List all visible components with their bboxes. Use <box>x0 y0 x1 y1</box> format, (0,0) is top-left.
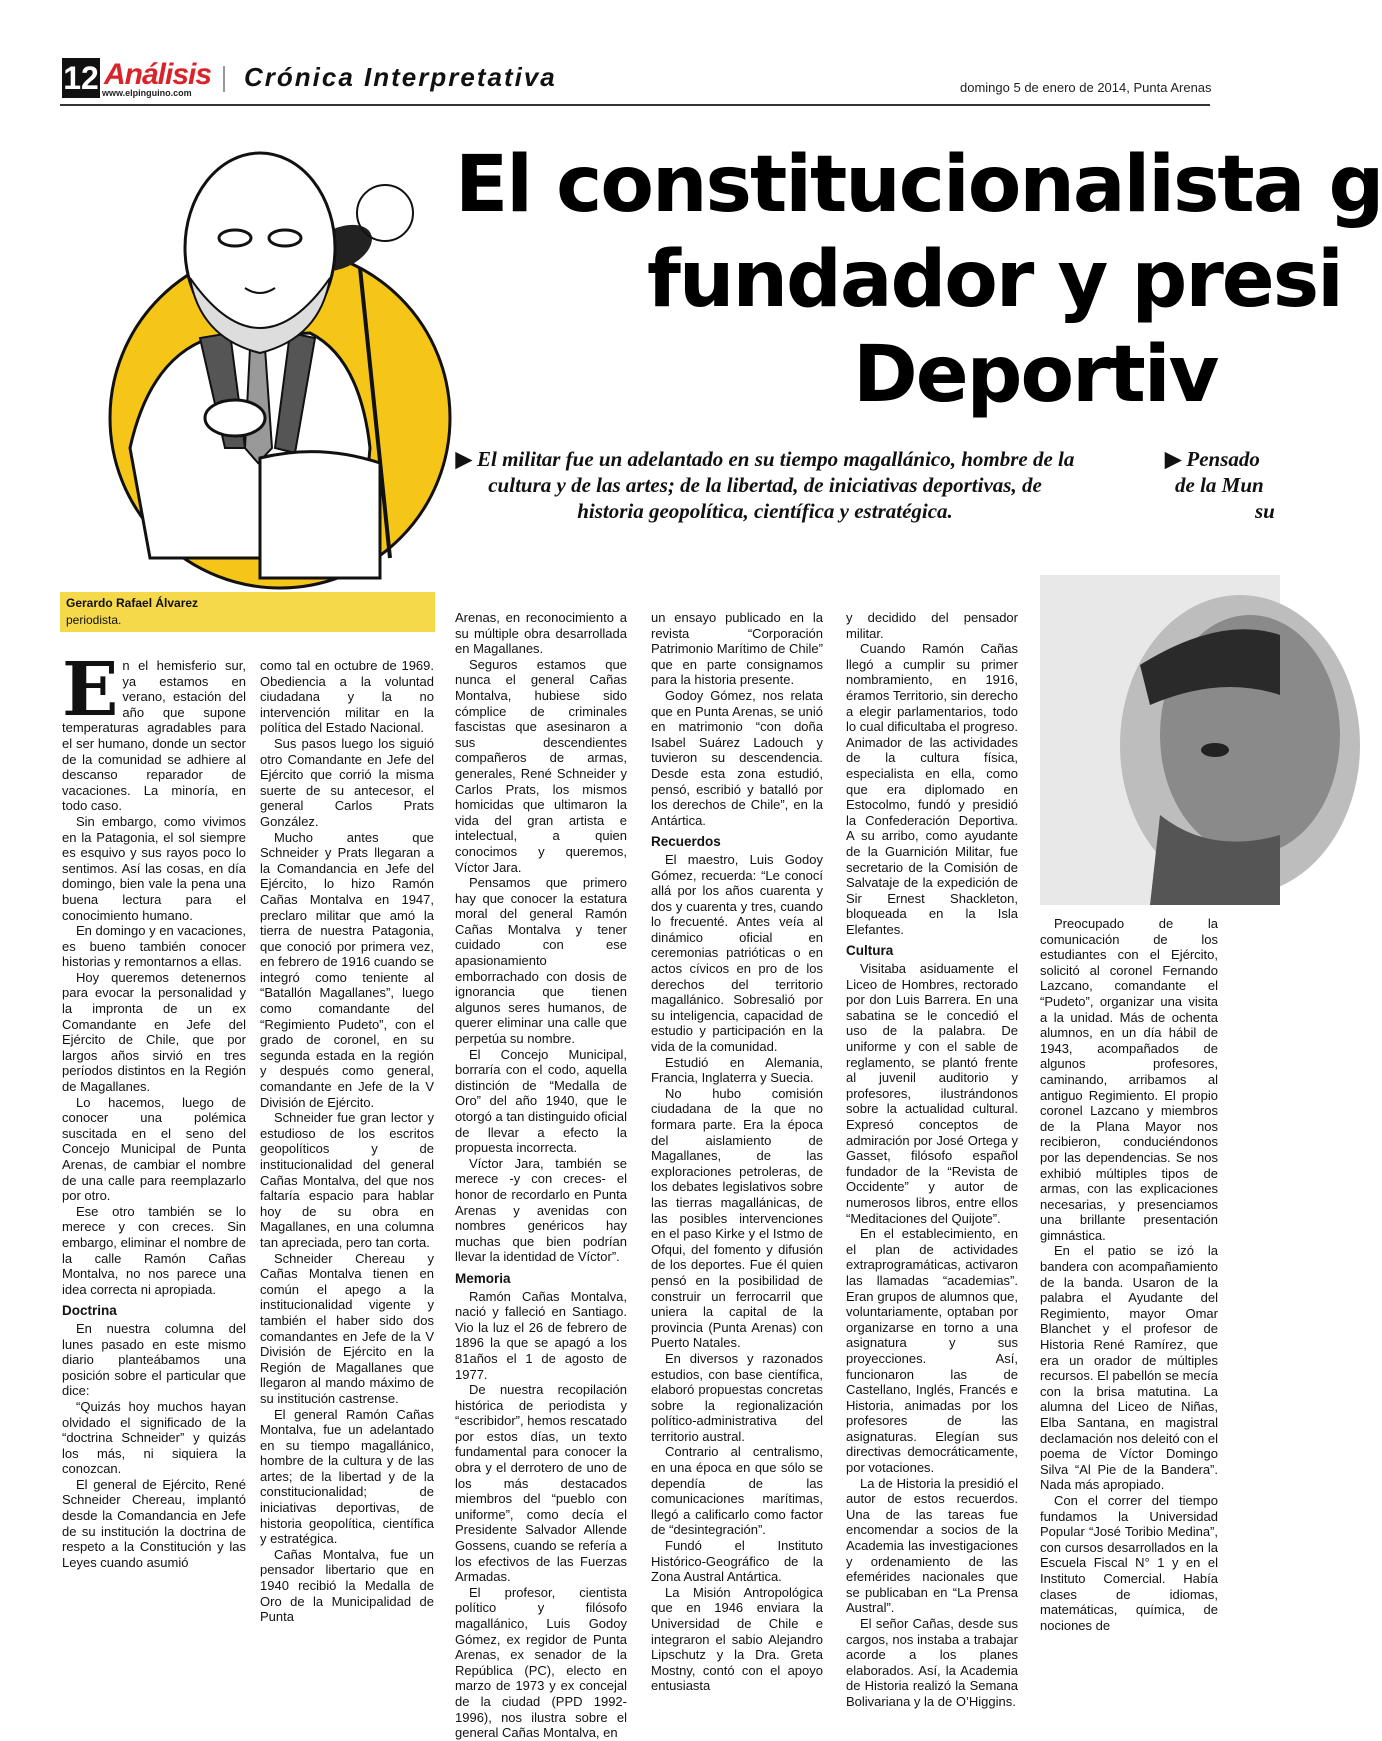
header-rule <box>60 104 1210 106</box>
paragraph: Mucho antes que Schneider y Prats llegaran a la Comandancia en Jefe del Ejército, lo hizo Ramón Cañas Montalva en 1947, preclaro militar que amó la tierra de nuestra Patagonia, que conoció por primera vez, en febrero de 1916 cuando se integró como teniente al “Batallón Magallanes”, luego como comandante del “Regimiento Pudeto”, con el grado de coronel, en su segunda estada en la región y después como general, comandante en Jefe de la V División de Ejército. <box>260 829 434 1110</box>
subheading: Memoria <box>455 1270 511 1286</box>
paragraph: El maestro, Luis Godoy Gómez, recuerda: “Le conocí allá por los años cuarenta y dos y cuarenta y tres, cuando lo frecuenté. Antes veía al dinámico oficial en ceremonias patrióticas o en actos cívicos en pro de los derechos del territorio magallánico. Sobresalió por su inteligencia, capacidad de estudio y participación en la vida de la comunidad. <box>651 851 823 1055</box>
subheading: Recuerdos <box>651 834 721 850</box>
paragraph: La de Historia la presidió el autor de estos recuerdos. Una de las tareas fue encomendar a socios de la Academia las investigaciones y ordenamiento de las efemérides nacionales que se publicaban en “La Prensa Austral”. <box>846 1475 1018 1616</box>
paragraph: Preocupado de la comunicación de los estudiantes con el Ejército, solicitó al coronel Fernando Lazcano, comandante el “Pudeto”, organizar una visita a la unidad. Más de ochenta alumnos, en un día hábil de 1943, acompañados de algunos profesores, caminando, arribamos al antiguo Regimiento. El propio coronel Lazcano y miembros de la Plana Mayor nos recibieron, conduciéndonos por las dependencias. Se nos exhibió múltiples tipos de armas, con las explicaciones necesarias, y presenciamos una brillante presentación gimnástica. <box>1040 916 1218 1243</box>
header-separator <box>223 66 225 92</box>
paragraph: y decidido del pensador militar. <box>846 610 1018 641</box>
paragraph: como tal en octubre de 1969. Obediencia a la voluntad ciudadana y la no intervención militar en la política del Estado Nacional. <box>260 658 434 736</box>
headline-line-3: Deportiv <box>853 330 1218 420</box>
paragraph: El señor Cañas, desde sus cargos, nos instaba a trabajar acorde a los planes elaborados. Así, la Academia de Historia realizó la Semana Bolivariana y la de O’Higgins. <box>846 1616 1018 1709</box>
paragraph: No hubo comisión ciudadana de la que no formara parte. Era la época del aislamiento de Magallanes, de las exploraciones petroleras, de los debates legislativos sobre las tierras magallánicas, de las posibles intervenciones en el paso Kirke y el Istmo de Ofqui, del fomento y difusión de los deportes. Fue él quien pensó en la posibilidad de construir un ferrocarril que uniera la capital de la provincia (Punta Arenas) con Puerto Natales. <box>651 1085 823 1351</box>
section-title: Crónica Interpretativa <box>244 62 557 92</box>
article-column-1 <box>62 647 246 1570</box>
article-column-3 <box>455 610 627 1741</box>
lead-right-line-2: de la Mun <box>1175 473 1264 497</box>
paragraph: El profesor, cientista político y filósofo magallánico, Luis Godoy Gómez, ex regidor de Punta Arenas, ex senador de la República (PC), electo en marzo de 1973 y ex concejal de la ciudad (PPD 1992-1996), nos ilustra sobre el general Cañas Montalva, en <box>455 1584 627 1741</box>
paragraph: El general de Ejército, René Schneider Chereau, implantó desde la Comandancia en Jefe de su institución la doctrina de respeto a la Constitución y las Leyes cuando asumió <box>62 1476 246 1570</box>
lead-text: El militar fue un adelantado en su tiempo magallánico, hombre de la cultura y de las artes; de la libertad, de iniciativas deportivas, de historia geopolítica, científica y estratégica. <box>477 447 1075 523</box>
headline-line-2: fundador y presi <box>647 235 1342 325</box>
headline <box>455 140 1382 460</box>
play-triangle-icon: ▶ <box>455 447 472 471</box>
paragraph: Pensamos que primero hay que conocer la estatura moral del general Ramón Cañas Montalva y tener cuidado con ese apasionamiento emborrachado con dosis de ignorancia que tienen algunos seres humanos, de querer eliminar una calle que perpetúa su nombre. <box>455 875 627 1047</box>
paragraph: Fundó el Instituto Histórico-Geográfico de la Zona Austral Antártica. <box>651 1538 823 1585</box>
paragraph: Con el correr del tiempo fundamos la Universidad Popular “José Toribio Medina”, con cursos desarrollados en la Escuela Fiscal N° 1 y en el Instituto Comercial. Había clases de idiomas, matemáticas, química, de nociones de <box>1040 1492 1218 1633</box>
dateline: domingo 5 de enero de 2014, Punta Arenas <box>960 80 1212 95</box>
paragraph: Arenas, en reconocimiento a su múltiple obra desarrollada en Magallanes. <box>455 610 627 657</box>
paragraph: En el patio se izó la bandera con acompañamiento de la banda. Usaron de la palabra el Ayudante del Regimiento, mayor Omar Blanchet y el profesor de Historia René Ramírez, que era un orador de múltiples recursos. El pabellón se mecía con la brisa matutina. La alumna del Liceo de Niñas, Elba Santana, en magistral declamación nos deleitó con el poema de Víctor Domingo Silva “Al Pie de la Bandera”. Nada más apropiado. <box>1040 1243 1218 1493</box>
logo-url[interactable]: www.elpinguino.com <box>102 88 192 98</box>
paragraph: “Quizás hoy muchos hayan olvidado el significado de la “doctrina Schneider” y quizás los más, ni siquiera la conozcan. <box>62 1398 246 1477</box>
paragraph: Ese otro también se lo merece y con creces. Sin embargo, eliminar el nombre de la calle Ramón Cañas Montalva, no nos parece una idea correcta ni apropiada. <box>62 1203 246 1297</box>
paragraph: De nuestra recopilación histórica de periodista y “escribidor”, hemos rescatado por estos días, un texto fundamental para conocer la obra y el derrotero de uno de los más destacados miembros del “pueblo con uniforme”, como decía el Presidente Salvador Allende Gossens, cuando se refería a los efectivos de las Fuerzas Armadas. <box>455 1382 627 1585</box>
page-number: 12 <box>63 60 99 96</box>
paragraph: El general Ramón Cañas Montalva, fue un adelantado en su tiempo magallánico, hombre de la cultura y de las artes; de la libertad y de la constitucionalidad; de iniciativas deportivas, de historia geopolítica, científica y estratégica. <box>260 1406 434 1547</box>
paragraph: En diversos y razonados estudios, con base científica, elaboró propuestas concretas sobre la regionalización político-administrativa del territorio austral. <box>651 1350 823 1444</box>
subheading: Doctrina <box>62 1303 117 1319</box>
paragraph: Seguros estamos que nunca el general Cañas Montalva, hubiese sido cómplice de criminales fascistas que asesinaron a sus descendientes compañeros de armas, generales, René Schneider y Carlos Prats, los mismos homicidas que ultimaron la vida del gran artista e intelectual, a quien conocimos y queremos, Víctor Jara. <box>455 656 627 875</box>
paragraph: En nuestra columna del lunes pasado en este mismo diario planteábamos una posición sobre el particular que dice: <box>62 1320 246 1399</box>
paragraph: El Concejo Municipal, borraría con el codo, aquella distinción de “Medalla de Oro” del año 1940, que le otorgó a tan distinguido oficial de llevar a efecto la propuesta incorrecta. <box>455 1046 628 1156</box>
paragraph: Cañas Montalva, fue un pensador libertario que en 1940 recibió la Medalla de Oro de la Municipalidad de Punta <box>260 1546 434 1625</box>
paragraph: Schneider fue gran lector y estudioso de los escritos geopolíticos y de institucionalidad del general Cañas Montalva, del que nos faltaría espacio para hablar hoy de su obra en Magallanes, en una columna tan apreciada, pero tan corta. <box>260 1110 434 1250</box>
paragraph: Sus pasos luego los siguió otro Comandante en Jefe del Ejército que corrió la misma suerte de su antecesor, el general Carlos Prats González. <box>260 735 434 829</box>
paragraph: Cuando Ramón Cañas llegó a cumplir su primer nombramiento, en 1916, éramos Territorio, sin derecho a elegir parlamentarios, todo lo cual dificultaba el progreso. Animador de las actividades de la cultura física, especialista en ella, como que era diplomado en Estocolmo, fundó y presidió la Confederación Deportiva. A su arribo, como ayudante de la Guarnición Militar, fue secretario de la Comisión de Salvataje de la expedición de Sir Ernest Shackleton, bloqueada en la Isla Elefantes. <box>846 641 1018 937</box>
lead-paragraph <box>455 446 1075 524</box>
paragraph: Sin embargo, como vivimos en la Patagonia, el sol siempre es esquivo y sus rayos poco lo sentimos. Así las cosas, en día domingo, bien vale la pena una buena lectura para el conocimiento humano. <box>62 813 246 923</box>
article-column-4 <box>651 610 823 1694</box>
paragraph: Víctor Jara, también se merece -y con creces- el honor de recordarlo en Punta Arenas y avenidas con nombres genéricos hay muchas que bien podrían llevar la identidad de Víctor”. <box>455 1155 627 1265</box>
play-triangle-icon: ▶ <box>1165 447 1182 471</box>
paragraph: Contrario al centralismo, en una época en que sólo se dependía de las comunicaciones marítimas, llegó a calificarlo como factor de “desintegración”. <box>651 1444 823 1538</box>
paragraph: Estudió en Alemania, Francia, Inglaterra y Suecia. <box>651 1054 823 1086</box>
drop-cap: E <box>62 647 119 733</box>
article-column-5 <box>846 610 1018 1710</box>
paragraph: La Misión Antropológica que en 1946 enviara la Universidad de Chile e integraron el sabio Alejandro Lipschutz y la Dra. Greta Mostny, contó con el apoyo entusiasta <box>651 1584 823 1694</box>
paragraph: Godoy Gómez, nos relata que en Punta Arenas, se unió en matrimonio “con doña Isabel Suárez Ladouch y tuvieron su descendencia. Desde esta zona estudió, pensó, escribió y batalló por los derechos de Chile”, en la Antártica. <box>651 687 823 828</box>
portrait-photo <box>1040 575 1280 905</box>
byline-role: periodista. <box>66 613 122 627</box>
headline-line-1: El constitucionalista g <box>455 140 1382 230</box>
article-column-6 <box>1040 916 1218 1633</box>
paragraph: En domingo y en vacaciones, es bueno también conocer historias y remontarnos a ellas. <box>62 923 246 970</box>
subheading: Cultura <box>846 943 894 959</box>
caricature-illustration <box>60 118 460 588</box>
lead-paragraph-right <box>1165 446 1365 524</box>
lead-right-line-3: su <box>1255 499 1275 523</box>
paragraph: un ensayo publicado en la revista “Corporación Patrimonio Marítimo de Chile” que en parte consignamos para la historia presente. <box>651 610 823 688</box>
byline-author: Gerardo Rafael Álvarez <box>66 596 199 610</box>
paragraph: Lo hacemos, luego de conocer una polémica suscitada en el seno del Concejo Municipal de Punta Arenas, de cambiar el nombre de una calle para reemplazarlo por otro. <box>62 1094 246 1204</box>
article-column-2 <box>260 658 434 1625</box>
paragraph: En el hemisferio sur, ya estamos en verano, estación del año que supone temperaturas agradables para el ser humano, donde un sector de la comunidad se adhiere al descanso reparador de vacaciones. La minoría, en todo caso. <box>62 647 246 814</box>
paragraph: Visitaba asiduamente el Liceo de Hombres, rectorado por don Luis Barrera. En una sabatina se le concedió el uso de la palabra. De uniforme y con el sable de reglamento, se plantó frente al juvenil auditorio y profesores, ilustrándonos sobre la actualidad cultural. Expresó conceptos de admiración por José Ortega y Gasset, filósofo español fundador de la “Revista de Occidente” y autor de numerosos libros, entre ellos “Meditaciones del Quijote”. <box>846 961 1018 1226</box>
newspaper-logo[interactable]: Análisis <box>104 58 212 91</box>
lead-right-line-1: Pensado <box>1186 447 1260 471</box>
paragraph: Schneider Chereau y Cañas Montalva tienen en común el apego a la institucionalidad vigente y también el haber sido dos comandantes en Jefe de la V División de Ejército en la Región de Magallanes que llegaron al mando máximo de su institución castrense. <box>260 1250 434 1406</box>
paragraph: En el establecimiento, en el plan de actividades extraprogramáticas, activaron las llamadas “academias”. Eran grupos de alumnos que, voluntariamente, optaban por organizarse en torno a una asignatura y sus proyecciones. Así, funcionaron las de Castellano, Inglés, Francés e Historia, animadas por los profesores de las asignaturas. Elegían sus directivas democráticamente, por votaciones. <box>846 1226 1018 1476</box>
paragraph: Hoy queremos detenernos para evocar la personalidad y la impronta de un ex Comandante en Jefe del Ejército de Chile, que por largos años sirvió en tres períodos distintos en la Región de Magallanes. <box>62 969 246 1095</box>
paragraph: Ramón Cañas Montalva, nació y falleció en Santiago. Vio la luz el 26 de febrero de 1896 la que se apagó a los 81años el 1 de agosto de 1977. <box>455 1288 627 1382</box>
